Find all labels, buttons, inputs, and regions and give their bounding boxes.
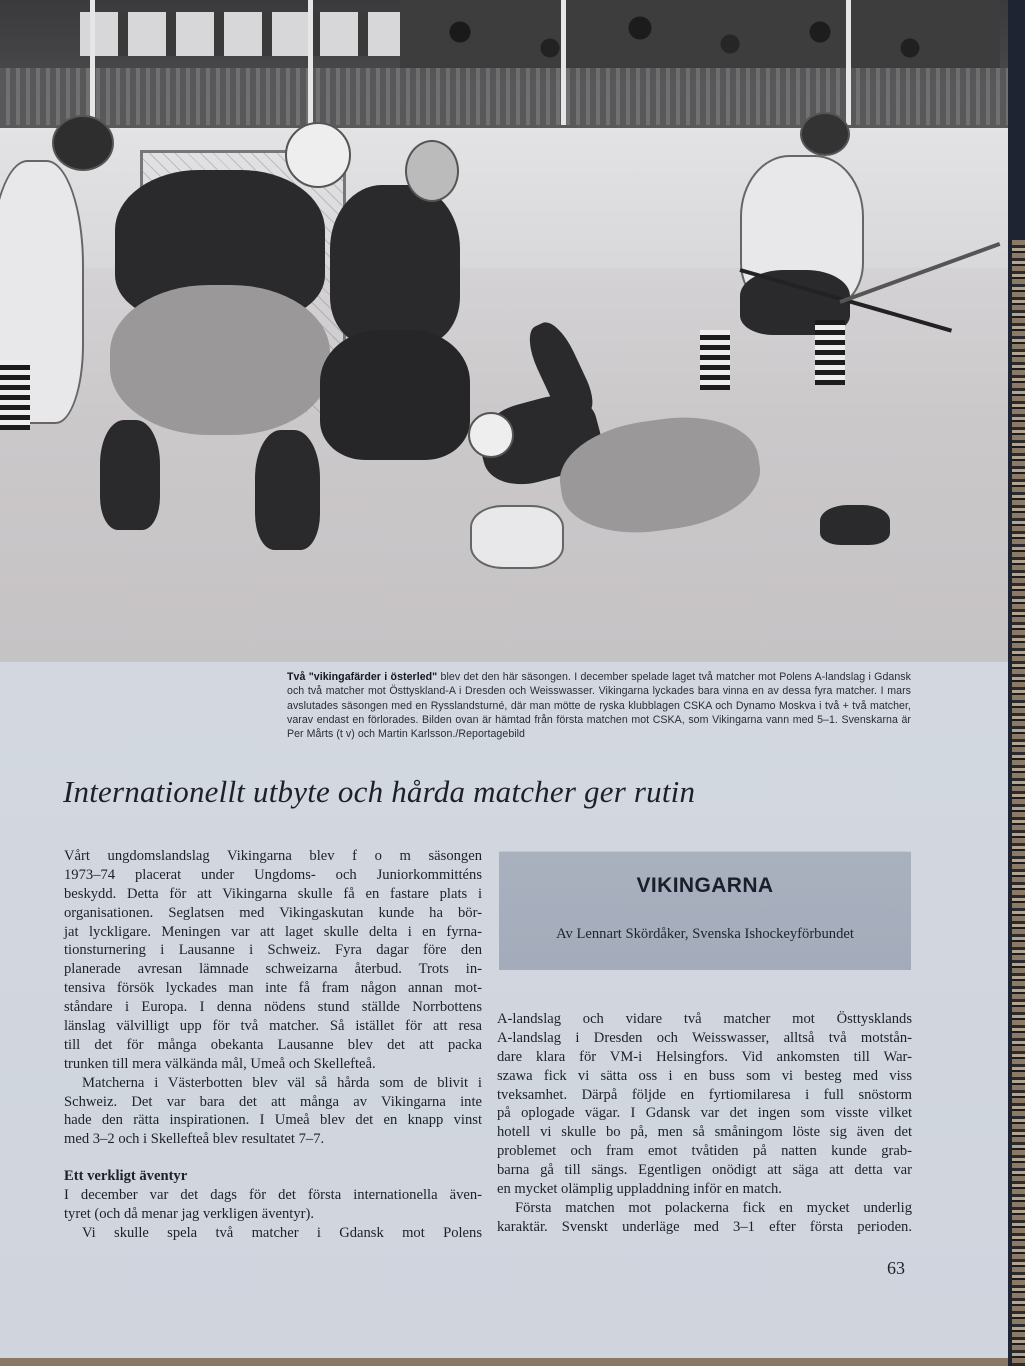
page-number: 63: [887, 1258, 905, 1278]
photo-helmet: [285, 122, 351, 188]
text-line: organisationen. Seglatsen med Vikingaskutan kunde ha bör-: [64, 904, 482, 921]
text-line: hotell vi skulle bo på, men så småningom löste sig även det: [497, 1124, 912, 1141]
photo-goalie-pads: [320, 330, 470, 460]
table-surface: [0, 1358, 1008, 1366]
photo-goalie-mask: [405, 140, 459, 202]
text-line: planerade avresan lämnade schweizarna återbud. Trots in-: [64, 961, 482, 978]
photo-skate: [820, 505, 890, 545]
article-column-right: [497, 1010, 912, 1237]
byline-title: VIKINGARNA: [636, 874, 774, 897]
article-column-left: [64, 847, 482, 1243]
photo-boards-top: [0, 68, 1008, 128]
byline-author: Av Lennart Skördåker, Svenska Ishockeyförbundet: [556, 926, 854, 942]
text-line: beskydd. Detta för att Vikingarna skulle få en fastare plats i: [64, 885, 482, 902]
book-page-edges: [1012, 240, 1025, 1366]
text-line: med 3–2 och i Skellefteå blev resultatet 7–7.: [64, 1131, 325, 1148]
text-line: till det för många obekanta Lausanne blev det att packa: [64, 1036, 482, 1053]
article-subheading: Ett verkligt äventyr: [64, 1168, 188, 1185]
text-line: A-landslag och vidare två matcher mot Östtysklands: [497, 1011, 912, 1027]
text-line: Matcherna i Västerbotten blev väl så hårda som de blivit i: [82, 1074, 482, 1091]
photo-glove: [470, 505, 564, 569]
text-line: tionsturnering i Lausanne i Schweiz. Fyra dagar före den: [64, 942, 482, 959]
photo-helmet: [468, 412, 514, 458]
text-line: 1973–74 placerat under Ungdoms- och Juniorkommitténs: [64, 866, 482, 883]
text-line: barna gå till sängs. Egentligen onödigt att säga att detta var: [497, 1162, 912, 1179]
text-line: Första matchen mot polackerna fick en mycket underlig: [515, 1199, 912, 1216]
text-line: A-landslag i Dresden och Weisswasser, alltså två motstån-: [497, 1029, 912, 1046]
text-line: jat lyckligare. Meningen var att laget skulle delta i en fyrna-: [64, 923, 482, 940]
photo-helmet: [52, 115, 114, 171]
text-line: Vi skulle spela två matcher i Gdansk mot Polens: [82, 1224, 482, 1241]
article-headline: Internationellt utbyte och hårda matcher ger rutin: [63, 774, 696, 809]
photo-goalie: [330, 185, 460, 345]
photo-seats: [80, 12, 410, 56]
text-line: hade den rätta inspirationen. I Umeå blev det en knapp vinst: [64, 1112, 482, 1129]
photo-sock-stripes: [815, 320, 845, 385]
byline-box: [499, 851, 911, 970]
text-line: trunken till mera välkända mål, Umeå och Skellefteå.: [64, 1055, 376, 1072]
photo-sock-stripes: [700, 330, 730, 390]
text-line: Schweiz. Det var bara det att många av Vikingarna inte: [64, 1093, 482, 1110]
text-line: tyret (och då menar jag verkligen äventyr).: [64, 1206, 315, 1223]
text-line: tveksamhet. Därpå följde en fyrtiomilaresa i full snöstorm: [497, 1086, 912, 1103]
text-line: en mycket olämplig uppladdning inför en match.: [497, 1181, 782, 1198]
photo-helmet: [800, 112, 850, 156]
caption-lead: Två "vikingafärder i österled": [287, 671, 438, 683]
text-line: I december var det dags för det första internationella även-: [64, 1187, 482, 1204]
text-line: problemet och fram emot tvåtiden på natten kunde grab-: [497, 1143, 912, 1160]
photo-player-leg: [100, 420, 160, 530]
photo-player-leg: [255, 430, 320, 550]
text-line: ståndare i Europa. I denna nödens stund ställde Norrbottens: [64, 999, 482, 1016]
photo-glass-post: [561, 0, 566, 145]
text-line: länslag välvilligt upp för två matcher. Så istället för att resa: [64, 1018, 482, 1035]
photo-player-pants: [110, 285, 330, 435]
hockey-photo: [0, 0, 1008, 662]
text-line: på oplogade vägar. I Gdansk var det ingen som visste vilket: [497, 1105, 912, 1122]
text-line: dare klara för VM-i Helsingfors. Vid ankomsten till War-: [497, 1048, 912, 1065]
text-line: Vårt ungdomslandslag Vikingarna blev f o m säsongen: [64, 848, 482, 864]
caption-text: blev det den här säsongen. I december spelade laget två matcher mot Polens A-landslag i Gdansk och två matcher mot Östtyskland-A i Dresden och Weisswasser. Vikingarna lyckades bara vinna en av dessa fyra matcher. I mars avslutades säsongen med en Rysslandsturné, där man mötte de ryska klubblagen CSKA och Dynamo Moskva i två + två matcher, varav endast en förlorades. Bilden ovan är hämtad från första matchen mot CSKA, som Vikingarna vann med 5–1. Svenskarna är Per Mårts (t v) och Martin Karlsson./Reportagebild: [287, 671, 911, 741]
text-line: szawa fick vi sätta oss i en buss som vi besteg med viss: [497, 1067, 912, 1084]
text-line: karaktär. Svenskt underläge med 3–1 efter första perioden.: [497, 1218, 912, 1235]
photo-caption: [287, 670, 911, 741]
text-line: tensiva försök lyckades man inte få fram någon annan mot-: [64, 980, 482, 997]
photo-sock-stripes: [0, 360, 30, 430]
